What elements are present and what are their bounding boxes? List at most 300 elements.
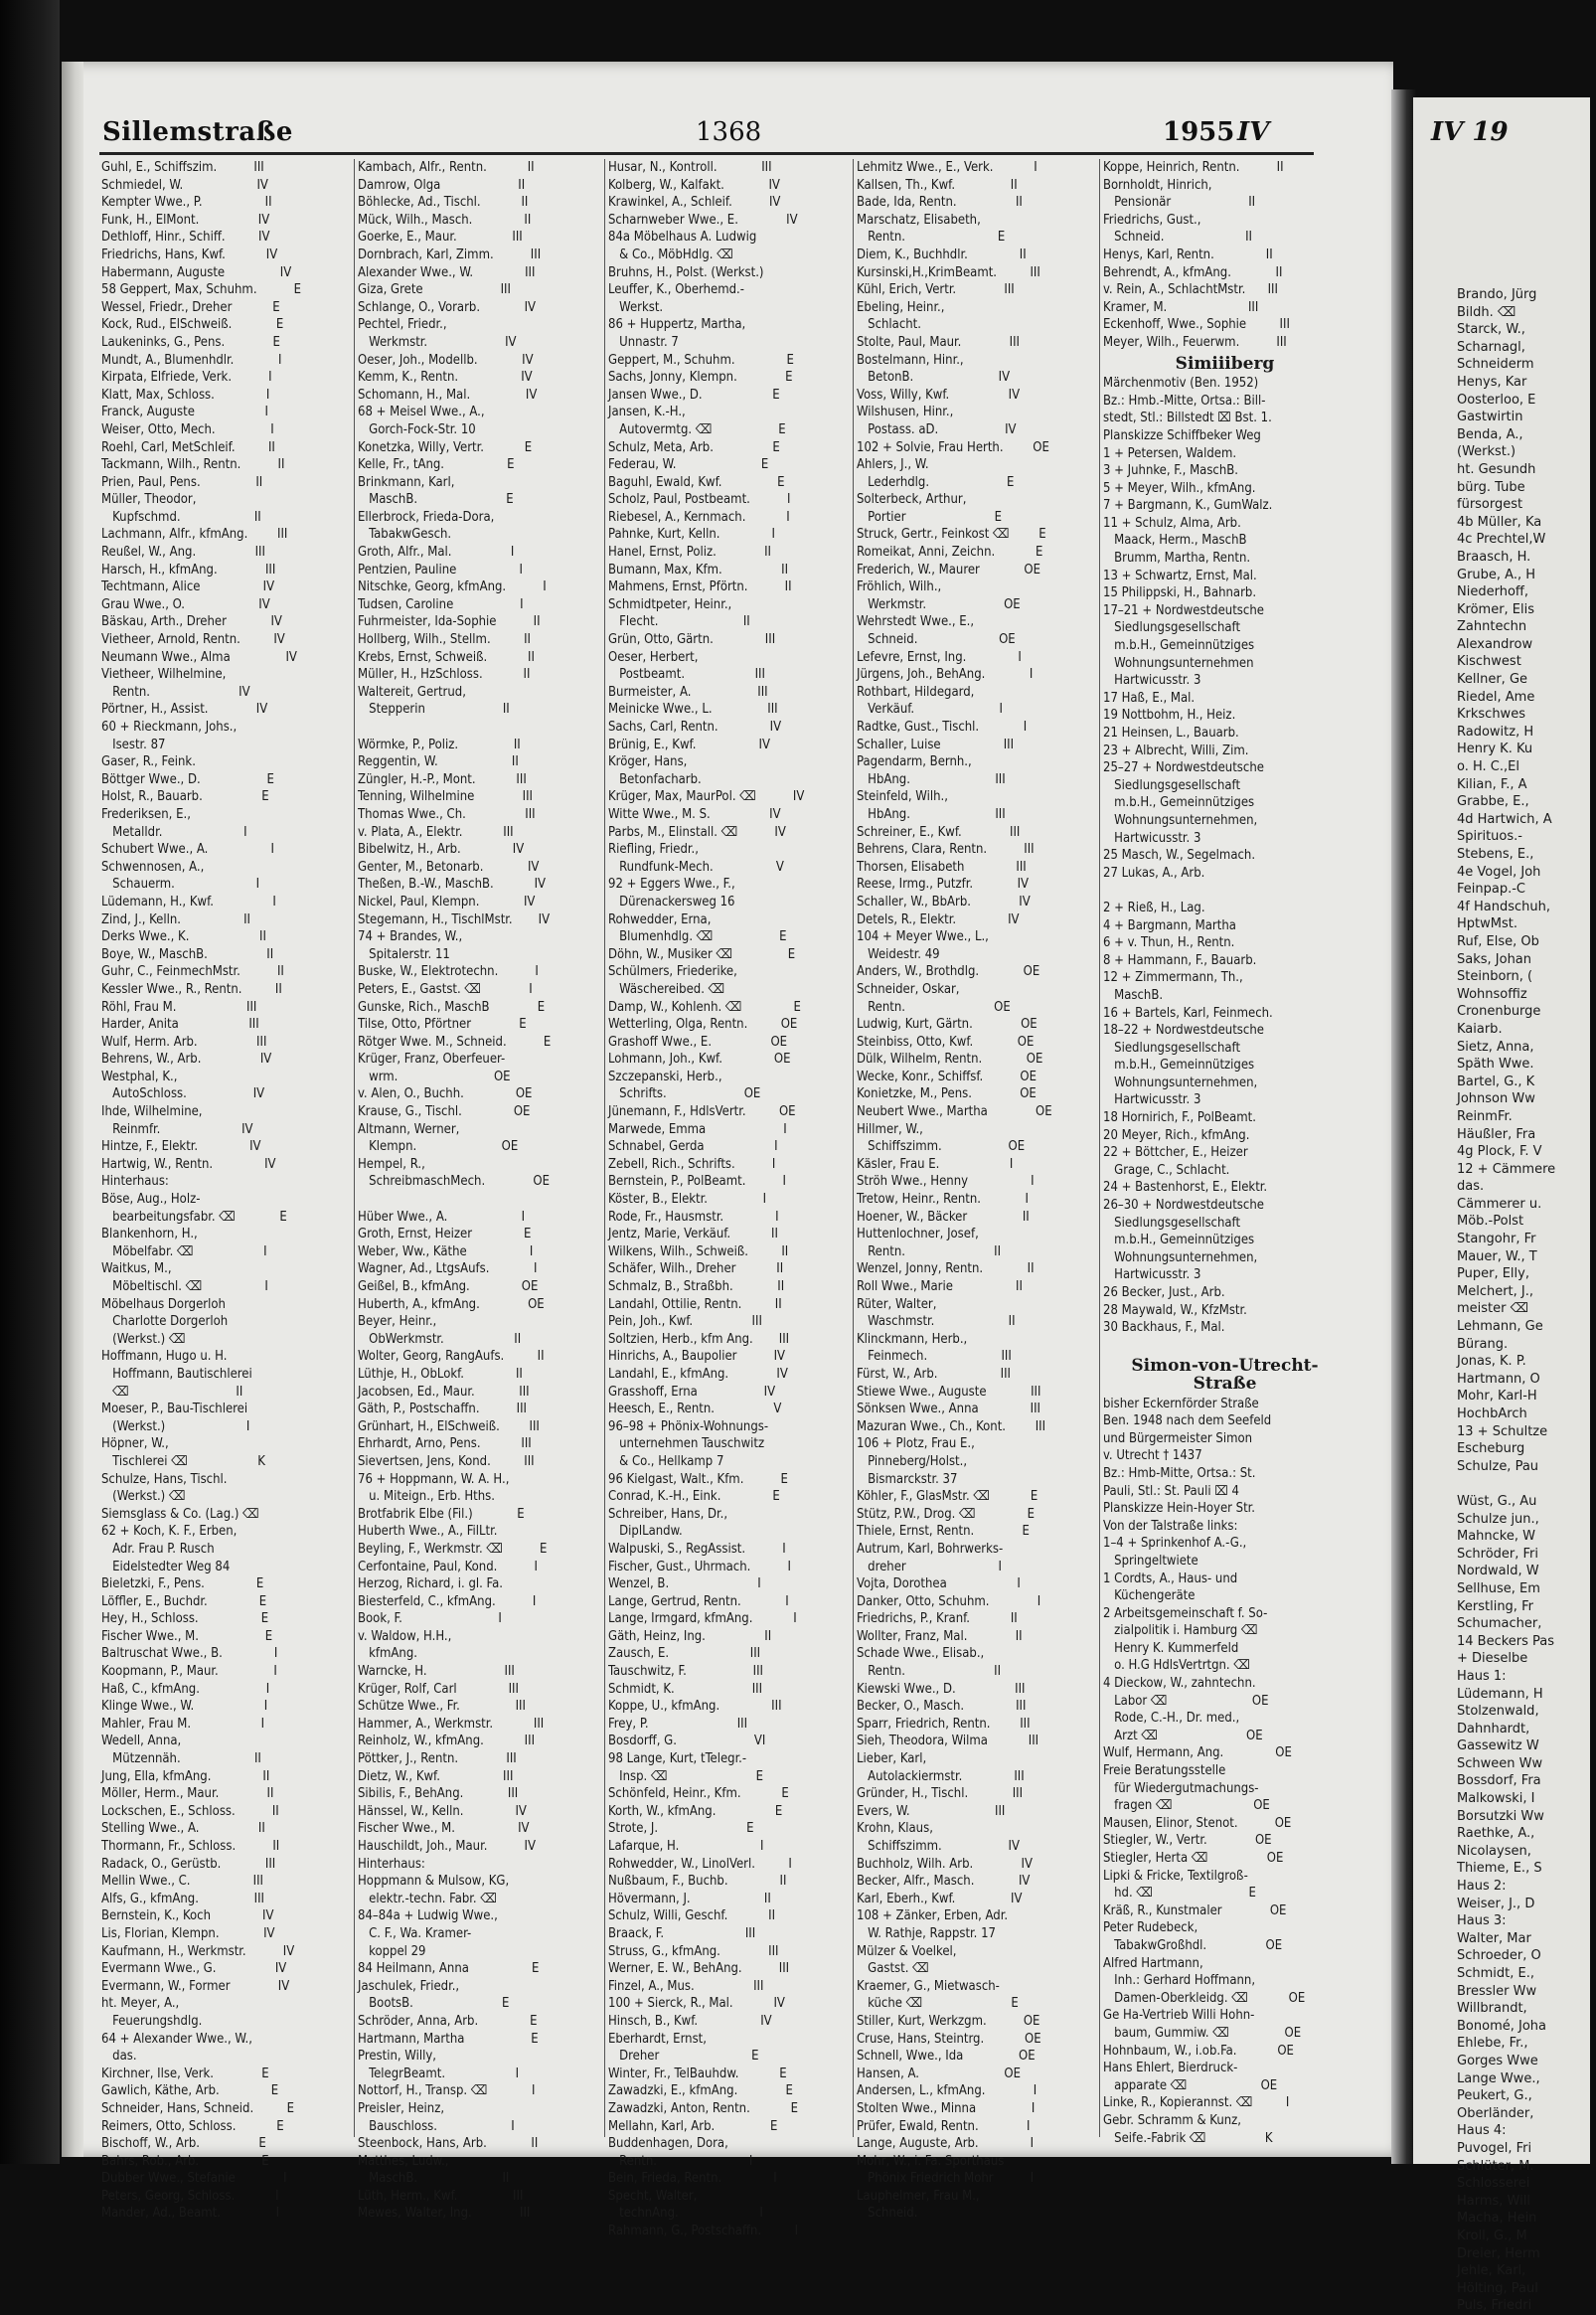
directory-entry-line: Rentn. E <box>857 230 1006 246</box>
adjacent-entry-line: Möb.-Polst <box>1457 1214 1524 1230</box>
directory-entry-line: 4 + Bargmann, Martha <box>1103 917 1236 933</box>
adjacent-entry-line: Schlüter, M. <box>1457 2158 1534 2174</box>
directory-entry-line: v. Rein, A., SchlachtMstr. III <box>1103 282 1278 298</box>
directory-entry-line: Dülk, Wilhelm, Rentn. OE <box>857 1052 1043 1068</box>
directory-entry-line: Von der Talstraße links: <box>1103 1518 1238 1534</box>
directory-entry-line: Landahl, E., kfmAng. IV <box>608 1366 788 1382</box>
directory-entry-line: Ihde, Wilhelmine, <box>101 1104 203 1120</box>
directory-entry-line: Roehl, Carl, MetSchleif. II <box>101 439 275 455</box>
adjacent-page-column <box>1457 286 1596 2315</box>
directory-entry-line: 7 + Bargmann, K., GumWalz. <box>1103 498 1273 514</box>
adjacent-entry-line: Riedel, Ame <box>1457 689 1535 705</box>
directory-entry-line: Pechtel, Friedr., <box>358 317 447 333</box>
adjacent-entry-line: Benda, A., <box>1457 426 1523 442</box>
directory-entry-line: 1 + Petersen, Waldem. <box>1103 445 1237 461</box>
directory-entry-line: 20 Meyer, Rich., kfmAng. <box>1103 1127 1250 1143</box>
directory-entry-line: Schreiner, E., Kwf. III <box>857 824 1021 840</box>
adjacent-entry-line: Wohnsoffiz <box>1457 986 1527 1002</box>
directory-entry-line: Sachs, Carl, Rentn. IV <box>608 720 782 735</box>
directory-entry-line: Westphal, K., <box>101 1069 178 1084</box>
directory-entry-line: Postass. aD. IV <box>857 421 1017 437</box>
directory-entry-line: Betonfacharb. <box>608 771 702 787</box>
directory-entry-line: Lauphelmer, Frau M., <box>857 2188 980 2204</box>
directory-entry-line: Grünhart, H., ElSchweiß. III <box>358 1418 540 1434</box>
directory-column-5 <box>1103 159 1347 2147</box>
directory-entry-line: Schütze Wwe., Fr. III <box>358 1699 526 1715</box>
directory-entry-line: Wulf, Hermann, Ang. OE <box>1103 1745 1292 1761</box>
directory-entry-line: Pinneberg/Holst., <box>857 1453 968 1469</box>
directory-entry-line: Mundt, A., Blumenhdlr. I <box>101 352 282 368</box>
directory-entry-line: TabakwGroßhdl. OE <box>1103 1937 1283 1953</box>
adjacent-entry-line: Schumacher, <box>1457 1616 1542 1632</box>
adjacent-entry-line: Kischwest <box>1457 654 1521 670</box>
directory-entry-line: Hartwicusstr. 3 <box>1103 673 1201 689</box>
directory-entry-line: Detels, R., Elektr. IV <box>857 911 1020 927</box>
directory-entry-line: Fürst, W., Arb. III <box>857 1366 1011 1382</box>
directory-entry-line: Bz.: Hmb.-Mitte, Ortsa.: Bill- <box>1103 393 1266 409</box>
directory-entry-line: Klempn. OE <box>358 1139 519 1155</box>
directory-entry-line: Kraemer, G., Mietwasch- <box>857 1978 1000 1994</box>
directory-entry-line: Stiller, Kurt, Werkzgm. OE <box>857 2013 1040 2029</box>
directory-entry-line: Postbeamt. III <box>608 667 765 683</box>
directory-entry-line: Haß, C., kfmAng. I <box>101 1681 270 1697</box>
directory-entry-line: Stiewe Wwe., Auguste III <box>857 1384 1041 1400</box>
directory-entry-line: Friedrichs, P., Kranf. II <box>857 1611 1018 1627</box>
directory-entry-line: Köster, B., Elektr. I <box>608 1192 767 1208</box>
directory-entry-line: Lieber, Karl, <box>857 1751 927 1767</box>
directory-entry-line: Schulze, Hans, Tischl. <box>101 1471 228 1487</box>
adjacent-entry-line: o. H. C.,El <box>1457 759 1519 775</box>
directory-entry-line: Bismarckstr. 37 <box>857 1471 958 1487</box>
directory-entry-line: Pörtner, H., Assist. IV <box>101 702 268 718</box>
directory-entry-line: elektr.-techn. Fabr. ⌫ <box>358 1891 497 1906</box>
directory-entry-line: Hanel, Ernst, Poliz. II <box>608 545 771 561</box>
directory-entry-line: 18–22 + Nordwestdeutsche <box>1103 1023 1264 1039</box>
directory-entry-line: Braack, F. III <box>608 1925 756 1941</box>
directory-entry-line: Siedlungsgesellschaft <box>1103 1040 1241 1056</box>
directory-entry-line: 21 Heinsen, L., Bauarb. <box>1103 726 1239 741</box>
directory-entry-line: Steenbock, Hans, Arb. II <box>358 2136 539 2152</box>
directory-entry-line: Schmalz, B., Straßbh. II <box>608 1279 785 1294</box>
directory-entry-line: Solterbeck, Arthur, <box>857 492 967 508</box>
directory-entry-line: Hoppmann & Mulsow, KG, <box>358 1874 510 1890</box>
adjacent-entry-line: Puper, Elly, <box>1457 1266 1529 1282</box>
directory-entry-line: Kräß, R., Kunstmaler OE <box>1103 1902 1287 1918</box>
directory-entry-line: fragen ⌫ OE <box>1103 1798 1270 1814</box>
directory-entry-line: Struss, G., kfmAng. III <box>608 1943 779 1959</box>
directory-entry-line: Lockschen, E., Schloss. II <box>101 1803 279 1819</box>
directory-entry-line: Stütz, P.W., Drog. ⌫ E <box>857 1506 1035 1522</box>
adjacent-entry-line: Escheburg <box>1457 1441 1525 1457</box>
directory-entry-line: 96–98 + Phönix-Wohnungs- <box>608 1418 769 1434</box>
adjacent-entry-line: Ruf, Else, Ob <box>1457 933 1539 949</box>
directory-entry-line: Feinmech. III <box>857 1349 1012 1365</box>
adjacent-entry-line: Mauer, W., T <box>1457 1248 1537 1264</box>
directory-entry-line: Damp, W., Kohlenh. ⌫ E <box>608 999 801 1015</box>
directory-entry-line: koppel 29 <box>358 1943 426 1959</box>
directory-entry-line: Pagendarm, Bernh., <box>857 754 972 770</box>
directory-entry-line: 3 + Juhnke, F., MaschB. <box>1103 463 1239 479</box>
directory-entry-line: Kelle, Fr., tAng. E <box>358 457 515 473</box>
directory-entry-line: 2 Arbeitsgemeinschaft f. So- <box>1103 1605 1268 1621</box>
directory-entry-line: Grashoff Wwe., E. OE <box>608 1034 788 1050</box>
directory-entry-line: Krüger, Max, MaurPol. ⌫ IV <box>608 789 805 805</box>
directory-entry-line: 27 Lukas, A., Arb. <box>1103 865 1205 881</box>
directory-entry-line: Peters, E., Gastst. ⌫ I <box>358 981 533 997</box>
directory-entry-line: Wedell, Anna, <box>101 1734 182 1749</box>
edition-year: 1955 <box>1163 117 1235 147</box>
directory-entry-line: Andersen, L., kfmAng. I <box>857 2083 1037 2099</box>
directory-entry-line: Cruse, Hans, Steintrg. OE <box>857 2031 1041 2047</box>
directory-entry-line: Krawinkel, A., Schleif. IV <box>608 195 781 211</box>
adjacent-entry-line: 4f Handschuh, <box>1457 899 1550 914</box>
directory-entry-line: Stiegler, Herta ⌫ OE <box>1103 1851 1284 1866</box>
directory-entry-line: 17 Haß, E., Mal. <box>1103 690 1196 706</box>
directory-entry-line: Hinterhaus: <box>101 1174 169 1190</box>
adjacent-entry-line: 14 Beckers Pas <box>1457 1633 1555 1649</box>
directory-entry-line: Baguhl, Ewald, Kwf. E <box>608 474 785 490</box>
adjacent-entry-line: Jonas, K. P. <box>1457 1354 1526 1370</box>
directory-entry-line: Jansen, K.-H., <box>608 405 686 420</box>
directory-entry-line: Schiffszimm. IV <box>857 1839 1020 1854</box>
directory-entry-line: Romeikat, Anni, Zeichn. E <box>857 545 1043 561</box>
directory-entry-line: Herzog, Richard, i. gl. Fa. <box>358 1576 503 1592</box>
adjacent-entry-line: Puls, Friedri <box>1457 2298 1532 2314</box>
directory-entry-line: Jaschulek, Friedr., <box>358 1978 460 1994</box>
directory-entry-line: Werkmstr. IV <box>358 334 517 350</box>
directory-entry-line: Ahlers, J., W. <box>857 457 929 473</box>
adjacent-entry-line: Dreier, Herm <box>1457 2245 1540 2261</box>
directory-entry-line: 74 + Brandes, W., <box>358 929 463 945</box>
directory-entry-line: Schneid. II <box>1103 230 1253 246</box>
directory-entry-line: Goerke, E., Maur. III <box>358 230 523 246</box>
directory-entry-line: Koopmann, P., Maur. I <box>101 1664 277 1680</box>
directory-entry-line: MaschB. <box>1103 987 1164 1003</box>
directory-entry-line: Autrum, Karl, Bohrwerks- <box>857 1541 1004 1557</box>
adjacent-entry-line: Haus 2: <box>1457 1879 1507 1895</box>
directory-entry-line: Schmiedel, W. IV <box>101 177 268 193</box>
directory-entry-line: BootsB. E <box>358 1996 510 2012</box>
directory-entry-line: Mazuran Wwe., Ch., Kont. III <box>857 1418 1046 1434</box>
directory-entry-line: 15 Philippski, H., Bahnarb. <box>1103 585 1257 601</box>
directory-entry-line: Henry K. Kummerfeld <box>1103 1640 1239 1656</box>
directory-entry-line: Wolter, Georg, RangAufs. II <box>358 1349 545 1365</box>
directory-entry-line: 84 Heilmann, Anna E <box>358 1961 540 1977</box>
directory-entry-line: Spitalerstr. 11 <box>358 946 450 962</box>
directory-entry-line: Fischer Wwe., M. E <box>101 1628 273 1644</box>
adjacent-entry-line: Stebens, E., <box>1457 847 1534 862</box>
header-rule <box>99 152 1314 155</box>
directory-entry-line: Siemsglass & Co. (Lag.) ⌫ <box>101 1506 259 1522</box>
directory-entry-line: Steinbiss, Otto, Kwf. OE <box>857 1034 1035 1050</box>
adjacent-entry-line: HptwMst. <box>1457 916 1517 932</box>
directory-entry-line: Werner, E. W., BehAng. III <box>608 1961 790 1977</box>
directory-entry-line: Hartmann, Martha E <box>358 2031 539 2047</box>
directory-entry-line: Damen-Oberkleidg. ⌫ OE <box>1103 1990 1306 2006</box>
directory-entry-line: Neubert Wwe., Martha OE <box>857 1104 1052 1120</box>
directory-entry-line: Unnastr. 7 <box>608 334 679 350</box>
directory-entry-line: Wecke, Konr., Schiffsf. OE <box>857 1069 1037 1084</box>
directory-column-1 <box>101 159 345 2223</box>
directory-entry-line: Walpuski, S., RegAssist. I <box>608 1541 786 1557</box>
directory-entry-line: Hey, H., Schloss. E <box>101 1611 269 1627</box>
directory-entry-line: Giza, Grete III <box>358 282 511 298</box>
directory-entry-line: 1–4 + Sprinkenhof A.-G., <box>1103 1536 1247 1552</box>
directory-entry-line: Schneider, Oskar, <box>857 981 960 997</box>
directory-entry-line: Gaser, R., Feink. <box>101 754 196 770</box>
directory-entry-line: Harsch, H., kfmAng. III <box>101 562 276 578</box>
directory-entry-line: Husar, N., Kontroll. III <box>608 160 772 175</box>
adjacent-entry-line: Bartel, G., K <box>1457 1074 1535 1089</box>
directory-entry-line: Lederhdlg. E <box>857 474 1015 490</box>
directory-entry-line: SchreibmaschMech. OE <box>358 1174 551 1190</box>
directory-entry-line: Weber, Ww., Käthe I <box>358 1243 534 1259</box>
directory-entry-line: Schauerm. I <box>101 877 260 893</box>
directory-entry-line: 102 + Solvie, Frau Herth. OE <box>857 439 1049 455</box>
directory-entry-line: Blankenhorn, H., <box>101 1227 198 1242</box>
directory-entry-line: Sachs, Jonny, Klempn. E <box>608 370 793 386</box>
directory-entry-line: Schlange, O., Vorarb. IV <box>358 299 537 315</box>
directory-entry-line: Ehrhardt, Arno, Pens. III <box>358 1436 532 1452</box>
adjacent-entry-line: Cämmerer u. <box>1457 1196 1542 1212</box>
directory-entry-line: Bosdorff, G. VI <box>608 1734 766 1749</box>
directory-entry-line: Mellin Wwe., C. III <box>101 1874 263 1890</box>
directory-entry-line: Specht, Walter, <box>608 2188 698 2204</box>
column-divider <box>1099 159 1100 2137</box>
adjacent-entry-line: Wüst, G., Au <box>1457 1493 1537 1509</box>
directory-entry-line: Adr. Frau P. Rusch <box>101 1541 215 1557</box>
directory-entry-line: Zawadzki, Anton, Rentn. E <box>608 2100 799 2116</box>
directory-entry-line: Parbs, M., Elinstall. ⌫ IV <box>608 824 786 840</box>
adjacent-entry-line: Scharnagl, <box>1457 339 1525 355</box>
page-number: 1368 <box>696 117 762 147</box>
directory-entry-line: Struck, Gertr., Feinkost ⌫ E <box>857 527 1046 543</box>
directory-entry-line: Krebs, Ernst, Schweiß. II <box>358 649 535 665</box>
adjacent-entry-line: Starck, W., <box>1457 322 1525 338</box>
directory-entry-line: Eidelstedter Weg 84 <box>101 1559 231 1574</box>
adjacent-entry-line: Henys, Kar <box>1457 374 1527 390</box>
directory-entry-line: Mellahn, Karl, Arb. E <box>608 2118 778 2134</box>
directory-entry-line: Käsler, Frau E. I <box>857 1156 1014 1172</box>
directory-entry-line: Hartwig, W., Rentn. IV <box>101 1156 276 1172</box>
directory-entry-line: Oeser, Joh., Modellb. IV <box>358 352 534 368</box>
adjacent-entry-line: 4g Plock, F. V <box>1457 1144 1542 1160</box>
directory-entry-line: Huttenlochner, Josef, <box>857 1227 979 1242</box>
directory-entry-line: Pahnke, Kurt, Kelln. I <box>608 527 775 543</box>
directory-entry-line: Klinge Wwe., W. I <box>101 1699 268 1715</box>
directory-entry-line: Voss, Willy, Kwf. IV <box>857 387 1021 403</box>
directory-entry-line: Mahmens, Ernst, Pförtn. II <box>608 579 792 595</box>
directory-entry-line: Korth, W., kfmAng. E <box>608 1803 783 1819</box>
directory-entry-line: Schulz, Meta, Arb. E <box>608 439 780 455</box>
directory-entry-line: Dornbrach, Karl, Zimm. III <box>358 247 542 262</box>
adjacent-entry-line: meister ⌫ <box>1457 1301 1529 1317</box>
directory-entry-line: Stolten Wwe., Minna I <box>857 2100 1036 2116</box>
directory-entry-line: 6 + v. Thun, H., Rentn. <box>1103 935 1235 951</box>
directory-entry-line: Züngler, H.-P., Mont. III <box>358 771 527 787</box>
directory-entry-line: Holst, R., Bauarb. E <box>101 789 269 805</box>
directory-entry-line: Gäth, Heinz, Ing. II <box>608 1628 772 1644</box>
directory-entry-line: Steinfeld, Wilh., <box>857 789 948 805</box>
directory-entry-line: Szczepanski, Herb., <box>608 1069 722 1084</box>
adjacent-entry-line: Hölting, Paul <box>1457 2280 1538 2296</box>
directory-entry-line: Grage, C., Schlacht. <box>1103 1162 1230 1178</box>
directory-entry-line: Brotfabrik Elbe (Fil.) E <box>358 1506 525 1522</box>
directory-entry-line: Damrow, Olga II <box>358 177 526 193</box>
adjacent-entry-line <box>1457 1475 1596 1493</box>
adjacent-entry-line: Haus 1: <box>1457 1668 1507 1684</box>
directory-entry-line: u. Miteign., Erb. Hths. <box>358 1489 495 1505</box>
directory-entry-line: Tretow, Heinr., Rentn. I <box>857 1192 1029 1208</box>
volume-number: IV <box>1237 117 1270 147</box>
directory-entry-line: Krohn, Klaus, <box>857 1821 933 1837</box>
directory-entry-line: dreher I <box>857 1559 1002 1574</box>
directory-entry-line: küche ⌫ E <box>857 1996 1019 2012</box>
directory-entry-line: Boye, W., MaschB. II <box>101 946 274 962</box>
directory-entry-line: Kupfschmd. II <box>101 509 261 525</box>
directory-entry-line: Lehmitz Wwe., E., Verk. I <box>857 160 1037 175</box>
directory-entry-line: 25–27 + Nordwestdeutsche <box>1103 760 1264 776</box>
directory-entry-line: Köhler, F., GlasMstr. ⌫ E <box>857 1489 1038 1505</box>
directory-entry-line: Mohr, W., i. Fa. Sporthaus <box>857 2153 1005 2169</box>
directory-entry-line: Tudsen, Caroline I <box>358 596 524 612</box>
directory-entry-line: Jacobsen, Ed., Maur. III <box>358 1384 530 1400</box>
directory-entry-line: Hansen, A. OE <box>857 2066 1021 2081</box>
directory-entry-line: Hintze, F., Elektr. IV <box>101 1139 261 1155</box>
directory-entry-line: Kiewski Wwe., D. III <box>857 1681 1026 1697</box>
directory-entry-line: Bein, Frieda, Rentn. I <box>608 2171 777 2187</box>
directory-entry-line: Wilshusen, Hinr., <box>857 405 954 420</box>
directory-column-4 <box>857 159 1100 2223</box>
directory-entry-line: 5 + Meyer, Wilh., kfmAng. <box>1103 480 1256 496</box>
adjacent-entry-line: Lehmann, Ge <box>1457 1319 1543 1335</box>
directory-entry-line: Schnabel, Gerda I <box>608 1139 778 1155</box>
directory-entry-line: Gründer, H., Tischl. III <box>857 1786 1024 1802</box>
directory-entry-line: Lüdemann, H., Kwf. I <box>101 894 276 909</box>
directory-entry-line: Möller, Herm., Maur. II <box>101 1786 274 1802</box>
directory-entry-line: Hohnbaum, W., i.ob.Fa. OE <box>1103 2043 1294 2059</box>
adjacent-entry-line: Braasch, H. <box>1457 549 1531 565</box>
directory-entry-line: Reußel, W., Ang. III <box>101 545 265 561</box>
directory-entry-line: Schwennosen, A., <box>101 859 205 875</box>
directory-entry-line: Guhl, E., Schiffszim. III <box>101 160 264 175</box>
directory-entry-line: Techtmann, Alice IV <box>101 579 275 595</box>
directory-entry-line: Genter, M., Betonarb. IV <box>358 859 540 875</box>
directory-entry-line: Lohmann, Joh., Kwf. OE <box>608 1052 791 1068</box>
directory-entry-line: Hartwicusstr. 3 <box>1103 830 1201 846</box>
directory-entry-line: Stolte, Paul, Maur. III <box>857 334 1020 350</box>
directory-entry-line: MaschB. II <box>358 2171 510 2187</box>
directory-entry-line: Jentz, Marie, Verkäuf. II <box>608 1227 778 1242</box>
directory-entry-line: Lis, Florian, Klempn. IV <box>101 1925 275 1941</box>
directory-entry-line: Pauli, Stl.: St. Pauli ⌧ 4 <box>1103 1483 1239 1499</box>
directory-entry-line: Rundfunk-Mech. V <box>608 859 784 875</box>
directory-entry-line: Stiegler, W., Vertr. OE <box>1103 1833 1272 1849</box>
adjacent-entry-line: fürsorgest <box>1457 497 1523 513</box>
directory-entry-line: Bornholdt, Hinrich, <box>1103 177 1212 193</box>
adjacent-entry-line: Raethke, A., <box>1457 1826 1535 1842</box>
adjacent-entry-line: Puvogel, Fri <box>1457 2140 1532 2156</box>
directory-entry-line: Wohnungsunternehmen, <box>1103 1249 1258 1265</box>
directory-entry-line: Isestr. 87 <box>101 737 166 752</box>
directory-entry-line: Hoffmann, Hugo u. H. <box>101 1349 228 1365</box>
directory-entry-line: 11 + Schulz, Alma, Arb. <box>1103 515 1241 531</box>
directory-entry-line: Mück, Wilh., Masch. II <box>358 212 532 228</box>
directory-entry-line: Rothbart, Hildegard, <box>857 684 975 700</box>
directory-entry-line: Jung, Ella, kfmAng. II <box>101 1768 270 1784</box>
directory-entry-line: Pentzien, Pauline I <box>358 562 523 578</box>
directory-entry-line: Schreiber, Hans, Dr., <box>608 1506 728 1522</box>
directory-entry-line: Thomas Wwe., Ch. III <box>358 806 536 822</box>
directory-entry-line: 86 + Huppertz, Martha, <box>608 317 746 333</box>
adjacent-entry-line: Saks, Johan <box>1457 951 1532 967</box>
directory-entry-line: Lipki & Fricke, Textilgroß- <box>1103 1868 1248 1884</box>
adjacent-entry-line: Sellhuse, Em <box>1457 1580 1540 1596</box>
directory-entry-line: Roll Wwe., Marie II <box>857 1279 1023 1294</box>
directory-entry-line: Rohwedder, Erna, <box>608 911 712 927</box>
directory-entry-line: Grasshoff, Erna IV <box>608 1384 776 1400</box>
directory-entry-line: 106 + Plotz, Frau E., <box>857 1436 975 1452</box>
directory-entry-line: Bibelwitz, H., Arb. IV <box>358 842 525 858</box>
directory-entry-line: Sievertsen, Jens, Kond. III <box>358 1453 535 1469</box>
directory-entry-line: Möbelfabr. ⌫ I <box>101 1243 267 1259</box>
directory-entry-line: 30 Backhaus, F., Mal. <box>1103 1320 1225 1336</box>
directory-entry-line: Krause, G., Tischl. OE <box>358 1104 531 1120</box>
directory-entry-line: Reggentin, W. II <box>358 754 519 770</box>
directory-entry-line: Gebr. Schramm & Kunz, <box>1103 2112 1242 2128</box>
directory-entry-line: TabakwGesch. <box>358 527 452 543</box>
adjacent-entry-line: Haus 4: <box>1457 2123 1507 2139</box>
directory-entry-line: Hoener, W., Bäcker II <box>857 1209 1030 1225</box>
directory-entry-line: v. Alen, O., Buchh. OE <box>358 1086 533 1102</box>
directory-entry-line: Habermann, Auguste IV <box>101 264 292 280</box>
directory-entry-line: Fischer Wwe., M. IV <box>358 1821 530 1837</box>
directory-entry-line: Rahmann, G., Postschaffn. I <box>608 2224 799 2239</box>
directory-entry-line: Autovermtg. ⌫ E <box>608 421 786 437</box>
directory-entry-line: Wagner, Ad., LtgsAufs. I <box>358 1261 538 1277</box>
directory-entry-line: ht. Meyer, A., <box>101 1996 180 2012</box>
adjacent-entry-line: 13 + Schultze <box>1457 1423 1548 1439</box>
directory-entry-line: Hammer, A., Werkmstr. III <box>358 1716 545 1732</box>
directory-entry-line: 28 Maywald, W., KfzMstr. <box>1103 1302 1247 1318</box>
directory-entry-line: Mahler, Frau M. I <box>101 1716 265 1732</box>
adjacent-entry-line: Oberländer, <box>1457 2105 1534 2121</box>
directory-entry-line: Tischlerei ⌫ K <box>101 1453 265 1469</box>
directory-entry-line: Kramer, M. III <box>1103 299 1259 315</box>
directory-entry-line: Dreher E <box>608 2049 759 2065</box>
directory-entry-line: Hövermann, J. II <box>608 1891 771 1906</box>
directory-entry-line: Wörmke, P., Poliz. II <box>358 737 521 752</box>
directory-entry-line: Schmidtpeter, Heinr., <box>608 596 732 612</box>
directory-entry-line: Mausen, Elinor, Stenot. OE <box>1103 1815 1292 1831</box>
directory-entry-line: Schaller, Luise III <box>857 737 1015 752</box>
directory-entry-line: Nußbaum, F., Buchb. II <box>608 1874 787 1890</box>
directory-entry-line: Tenning, Wilhelmine III <box>358 789 533 805</box>
directory-entry-line: Schiffszimm. OE <box>857 1139 1026 1155</box>
directory-entry-line: Wessel, Friedr., Dreher E <box>101 299 280 315</box>
directory-entry-line: Lange, Gertrud, Rentn. I <box>608 1593 789 1609</box>
directory-entry-line: Zebell, Rich., Schrifts. I <box>608 1156 776 1172</box>
adjacent-entry-line: Malkowski, I <box>1457 1791 1535 1807</box>
directory-entry-line: bearbeitungsfabr. ⌫ E <box>101 1209 287 1225</box>
directory-entry-line: 96 Kielgast, Walt., Kfm. E <box>608 1471 788 1487</box>
directory-entry-line: Hinrichs, A., Baupolier IV <box>608 1349 786 1365</box>
directory-entry-line: Heesch, E., Rentn. V <box>608 1402 782 1417</box>
adjacent-entry-line: Melchert, J., <box>1457 1283 1534 1299</box>
directory-entry-line: Hillmer, W., <box>857 1121 923 1137</box>
directory-entry-line: Autolackiermstr. III <box>857 1768 1025 1784</box>
directory-entry-line: Schnell, Wwe., Ida OE <box>857 2049 1036 2065</box>
